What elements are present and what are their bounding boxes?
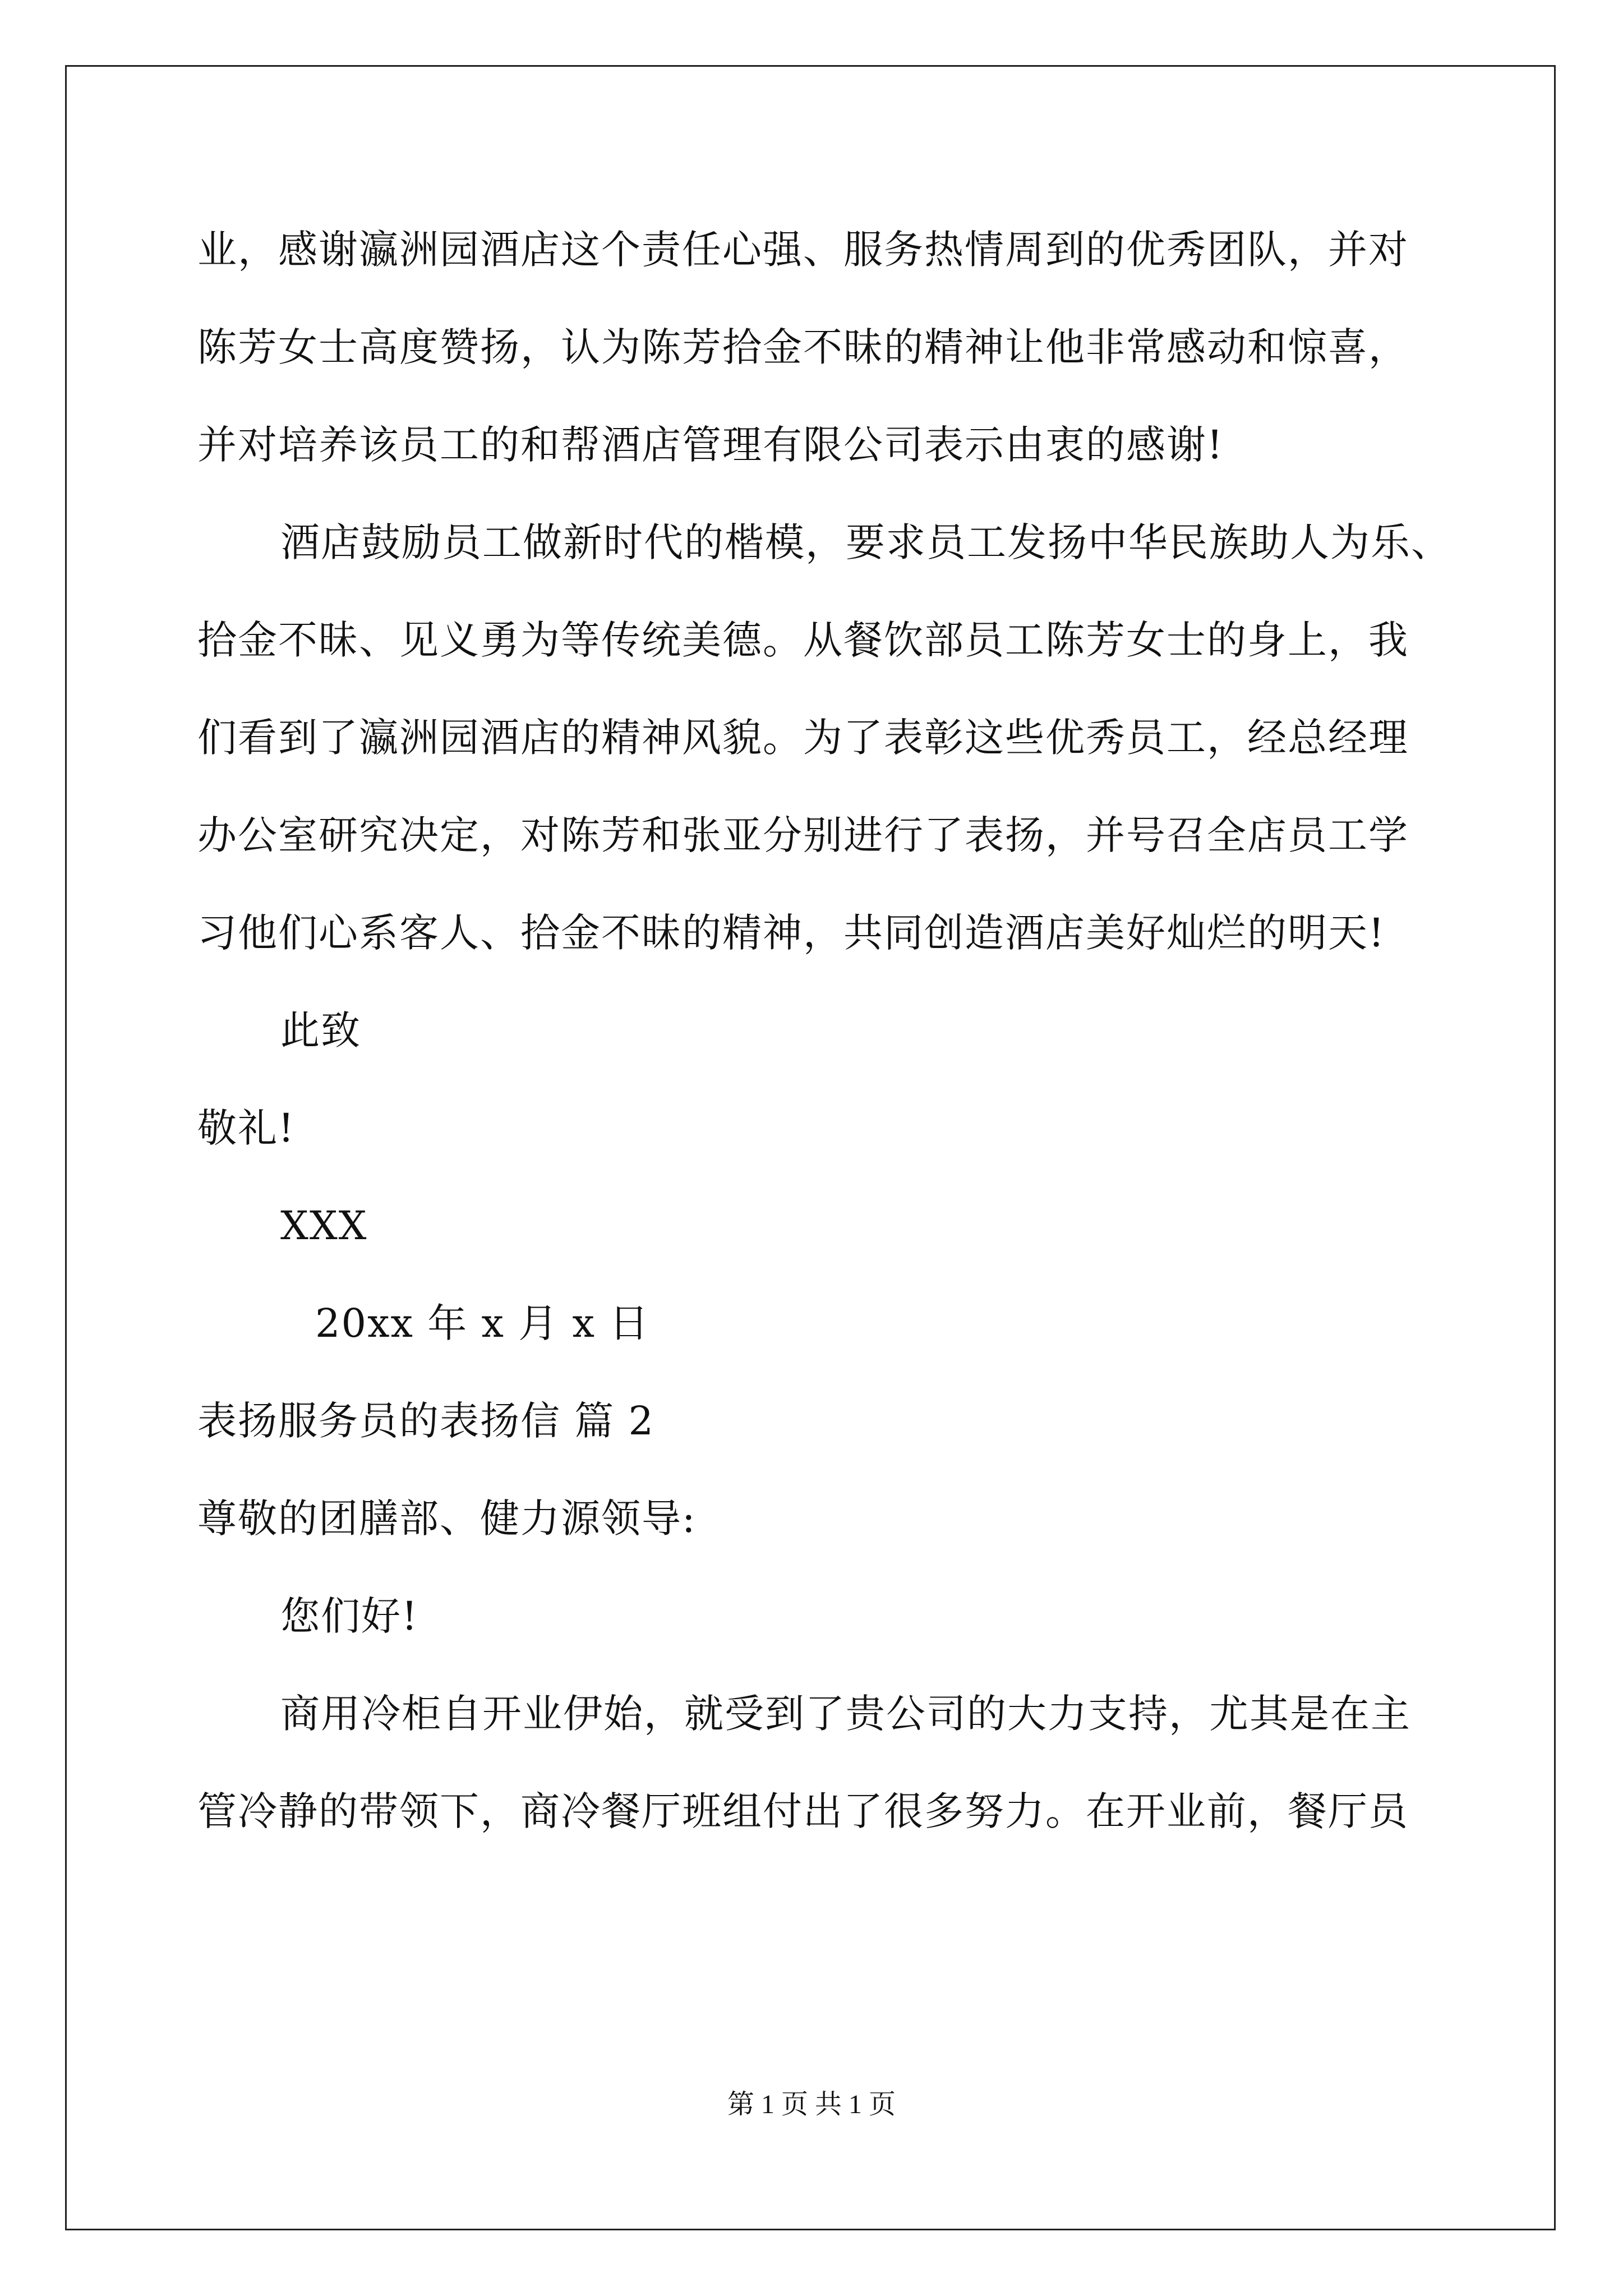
section-title: 表扬服务员的表扬信 篇 2 <box>197 1398 655 1444</box>
page-number-footer: 第 1 页 共 1 页 <box>727 2090 896 2119</box>
paragraph-1-line-1: 业，感谢瀛洲园酒店这个责任心强、服务热情周到的优秀团队，并对 <box>197 227 1409 273</box>
signature-text: XXX <box>280 1203 368 1249</box>
salute-text: 敬礼! <box>197 1105 296 1151</box>
paragraph-2-line-5: 习他们心系客人、拾金不昧的精神，共同创造酒店美好灿烂的明天! <box>197 910 1386 956</box>
paragraph-3-line-1: 商用冷柜自开业伊始，就受到了贵公司的大力支持，尤其是在主 <box>280 1691 1411 1737</box>
paragraph-2-line-4: 办公室研究决定，对陈芳和张亚分别进行了表扬，并号召全店员工学 <box>197 812 1409 858</box>
paragraph-3-line-2: 管冷静的带领下，商冷餐厅班组付出了很多努力。在开业前，餐厅员 <box>197 1788 1409 1834</box>
paragraph-1-line-3: 并对培养该员工的和帮酒店管理有限公司表示由衷的感谢! <box>197 422 1224 468</box>
date-text: 20xx 年 x 月 x 日 <box>315 1300 650 1346</box>
paragraph-2-line-2: 拾金不昧、见义勇为等传统美德。从餐饮部员工陈芳女士的身上，我 <box>197 617 1409 663</box>
paragraph-1-line-2: 陈芳女士高度赞扬，认为陈芳拾金不昧的精神让他非常感动和惊喜， <box>197 324 1409 370</box>
recipient-line: 尊敬的团膳部、健力源领导: <box>197 1496 697 1542</box>
paragraph-2-line-1: 酒店鼓励员工做新时代的楷模，要求员工发扬中华民族助人为乐、 <box>280 519 1451 565</box>
closing-text: 此致 <box>280 1007 361 1053</box>
greeting-line: 您们好! <box>280 1593 419 1639</box>
paragraph-2-line-3: 们看到了瀛洲园酒店的精神风貌。为了表彰这些优秀员工，经总经理 <box>197 715 1409 761</box>
